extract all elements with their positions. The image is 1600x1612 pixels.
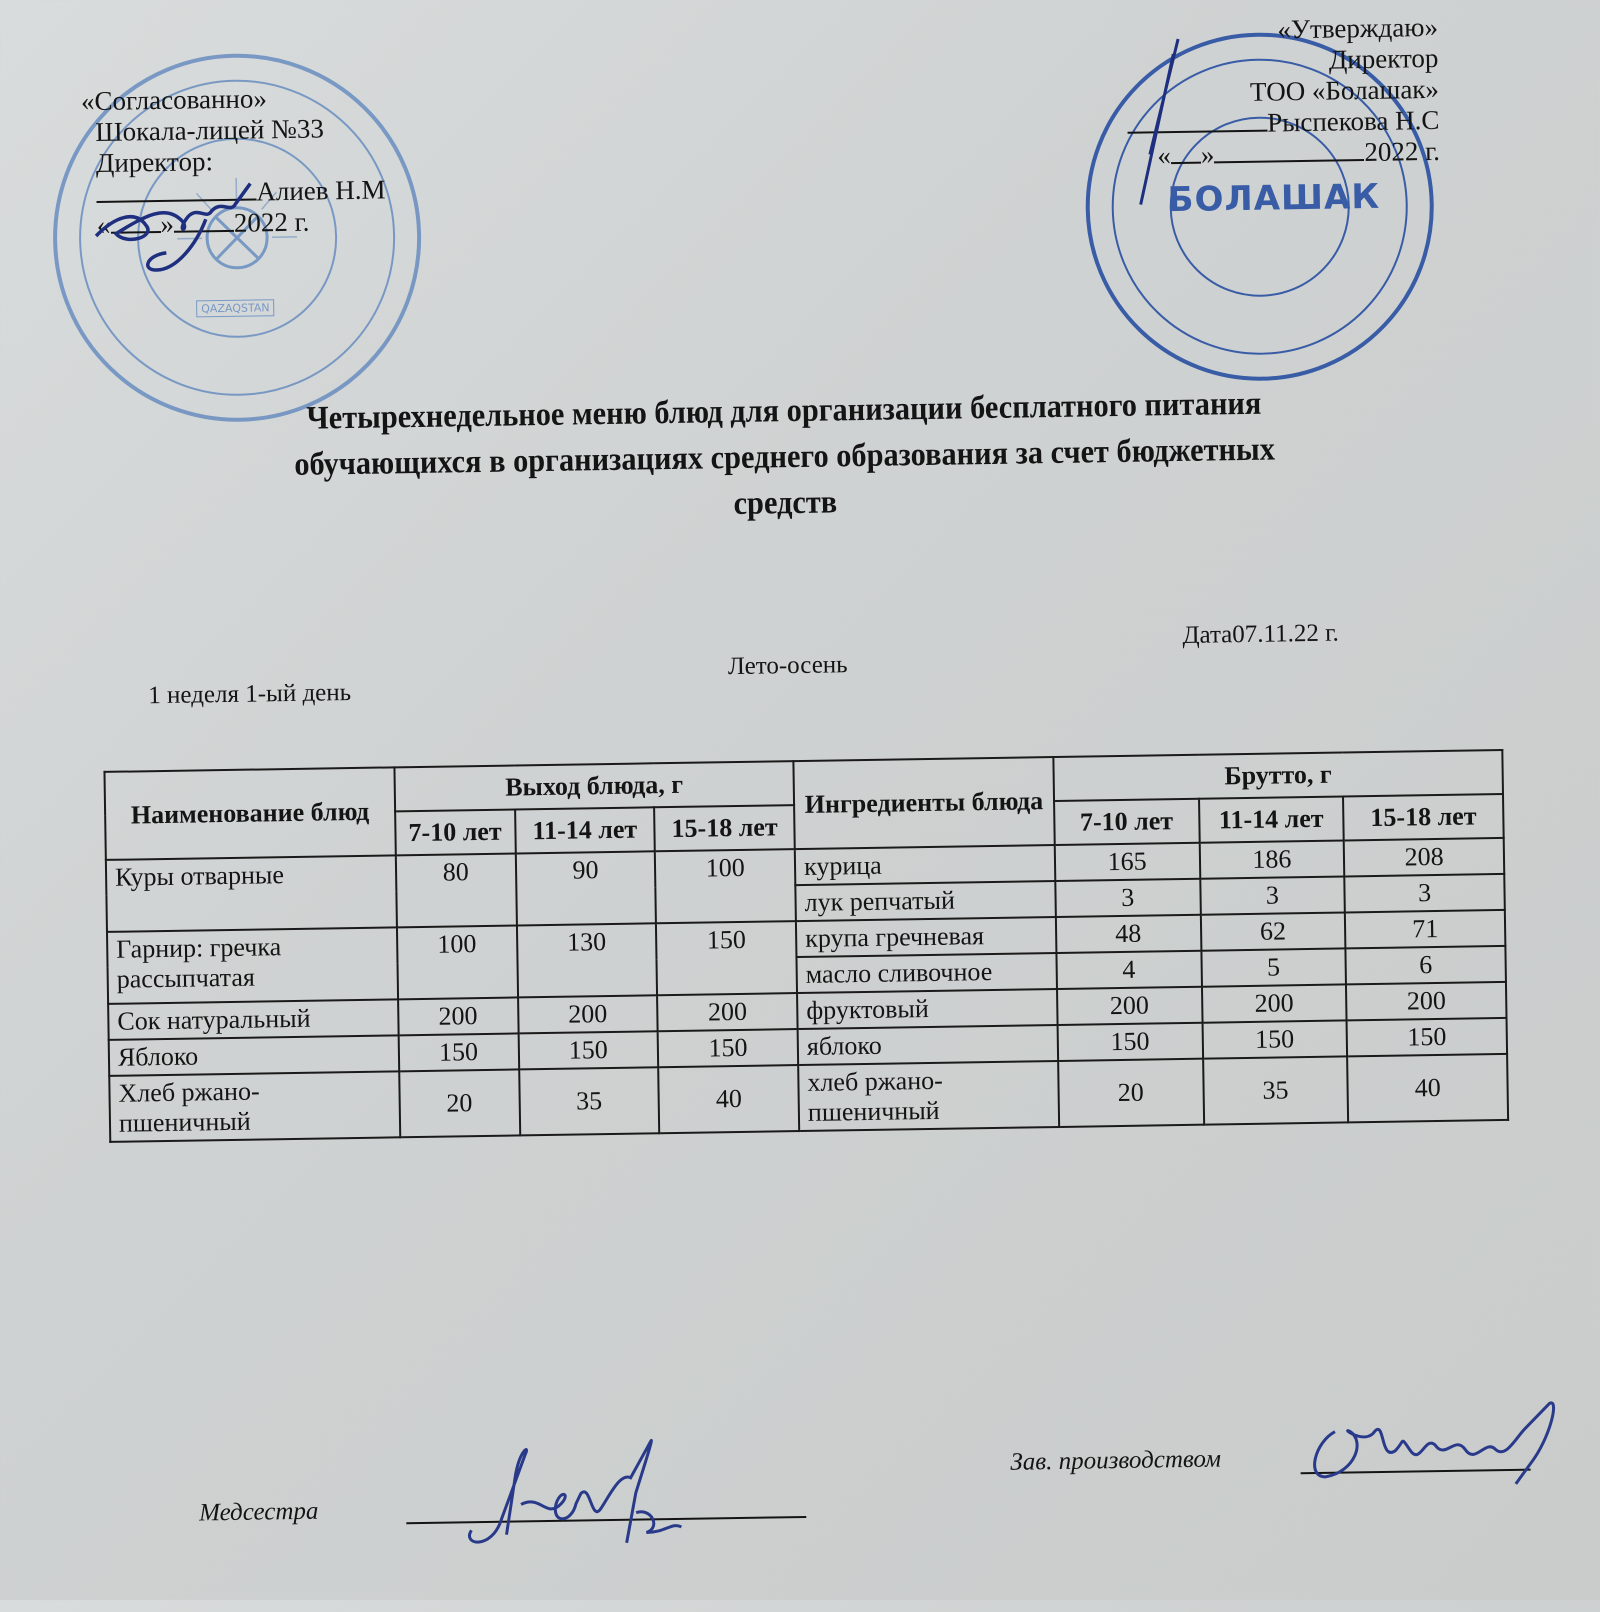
season-label: Лето-осень (728, 651, 848, 681)
ingredient-name: масло сливочное (796, 953, 1056, 993)
gross-7-10: 20 (1058, 1059, 1204, 1127)
ingredient-name: курица (795, 845, 1055, 885)
col-yield-7-10: 7-10 лет (395, 809, 515, 855)
ingredient-name: фруктовый (797, 989, 1057, 1029)
gross-15-18: 71 (1345, 910, 1505, 949)
gross-11-14: 186 (1199, 840, 1344, 878)
ingredient-name: хлеб ржано-пшеничный (798, 1061, 1059, 1131)
col-group-yield: Выход блюда, г (394, 761, 794, 811)
quote-open: « (1157, 140, 1171, 170)
gross-11-14: 62 (1200, 912, 1345, 950)
yield-7-10: 150 (398, 1033, 518, 1071)
col-gross-11-14: 11-14 лет (1199, 796, 1344, 842)
gross-15-18: 6 (1346, 946, 1506, 985)
stamp-company-name: БОЛАШАК (1167, 177, 1380, 220)
col-yield-15-18: 15-18 лет (654, 805, 794, 851)
date-label: Дата07.11.22 г. (1182, 620, 1339, 650)
gross-15-18: 208 (1344, 838, 1504, 877)
yield-7-10: 20 (399, 1069, 520, 1137)
yield-15-18: 200 (657, 993, 797, 1031)
quote-open: « (97, 210, 111, 240)
week-day-label: 1 неделя 1-ый день (148, 679, 351, 710)
gross-7-10: 48 (1056, 915, 1201, 953)
yield-7-10: 80 (396, 853, 517, 927)
document-title (140, 378, 1430, 536)
gross-15-18: 40 (1347, 1054, 1508, 1123)
gross-15-18: 150 (1347, 1018, 1507, 1057)
month-blank (1214, 159, 1364, 163)
gross-7-10: 150 (1057, 1023, 1202, 1061)
emblem-label: QAZAQSTAN (196, 299, 275, 317)
yield-11-14: 90 (515, 851, 656, 925)
agreed-role: Директор: (82, 143, 386, 179)
yield-11-14: 150 (518, 1031, 658, 1069)
gross-11-14: 35 (1203, 1056, 1349, 1124)
nurse-label: Медсестра (199, 1498, 319, 1528)
yield-11-14: 35 (519, 1067, 660, 1135)
dish-name: Хлеб ржано-пшеничный (109, 1071, 400, 1142)
title-line-2: обучающихся в организациях среднего образования за счет бюджетных (140, 424, 1429, 490)
approval-name: Рыспекова Н.С (1267, 105, 1440, 138)
ingredient-name: яблоко (798, 1025, 1058, 1065)
production-head-signature-icon (1305, 1398, 1566, 1492)
yield-7-10: 100 (397, 925, 518, 999)
approval-role: Директор (1126, 43, 1439, 79)
yield-7-10: 200 (398, 997, 518, 1035)
approval-organization: ТОО «Болашак» (1126, 74, 1439, 110)
gross-15-18: 200 (1346, 982, 1506, 1021)
quote-close: » (1201, 139, 1215, 169)
menu-table (103, 749, 1509, 1143)
gross-7-10: 3 (1055, 879, 1200, 917)
dish-name: Яблоко (109, 1035, 399, 1076)
agreed-heading: «Согласованно» (81, 81, 385, 117)
agreed-organization: Шокала-лицей №33 (81, 112, 385, 148)
approval-heading: «Утверждаю» (1126, 12, 1439, 48)
yield-11-14: 130 (516, 923, 657, 997)
nurse-signature-icon (450, 1431, 712, 1555)
yield-15-18: 150 (656, 921, 797, 995)
approver-signature-icon (1128, 34, 1191, 215)
col-yield-11-14: 11-14 лет (515, 807, 655, 853)
gross-11-14: 3 (1200, 876, 1345, 914)
ingredient-name: лук репчатый (795, 881, 1055, 921)
title-line-1: Четырехнедельное меню блюд для организации бесплатного питания (140, 378, 1429, 444)
gross-7-10: 165 (1055, 843, 1200, 881)
quote-close: » (160, 209, 174, 239)
gross-11-14: 5 (1201, 948, 1346, 986)
gross-7-10: 200 (1057, 987, 1202, 1025)
production-head-label: Зав. производством (1010, 1445, 1221, 1476)
yield-15-18: 100 (655, 849, 796, 923)
col-gross-15-18: 15-18 лет (1343, 794, 1503, 841)
dish-name: Гарнир: гречка рассыпчатая (107, 927, 398, 1004)
col-group-gross: Брутто, г (1053, 750, 1503, 801)
dish-name: Сок натуральный (108, 999, 398, 1040)
dish-name: Куры отварные (106, 855, 397, 932)
agreed-name: Алиев Н.М (256, 174, 386, 206)
director-signature-icon (85, 173, 267, 286)
ingredient-name: крупа гречневая (796, 917, 1056, 957)
agreed-year: 2022 г. (234, 207, 310, 238)
title-line-3: средств (141, 470, 1430, 536)
approval-year: 2022 г. (1364, 136, 1440, 167)
col-gross-7-10: 7-10 лет (1054, 799, 1199, 845)
col-ingredients: Ингредиенты блюда (793, 757, 1054, 849)
gross-11-14: 150 (1202, 1020, 1347, 1058)
yield-15-18: 150 (658, 1029, 798, 1067)
gross-7-10: 4 (1056, 951, 1201, 989)
yield-15-18: 40 (658, 1065, 799, 1133)
gross-15-18: 3 (1345, 874, 1505, 913)
col-dish-name: Наименование блюд (104, 767, 395, 860)
gross-11-14: 200 (1201, 984, 1346, 1022)
yield-11-14: 200 (518, 995, 658, 1033)
